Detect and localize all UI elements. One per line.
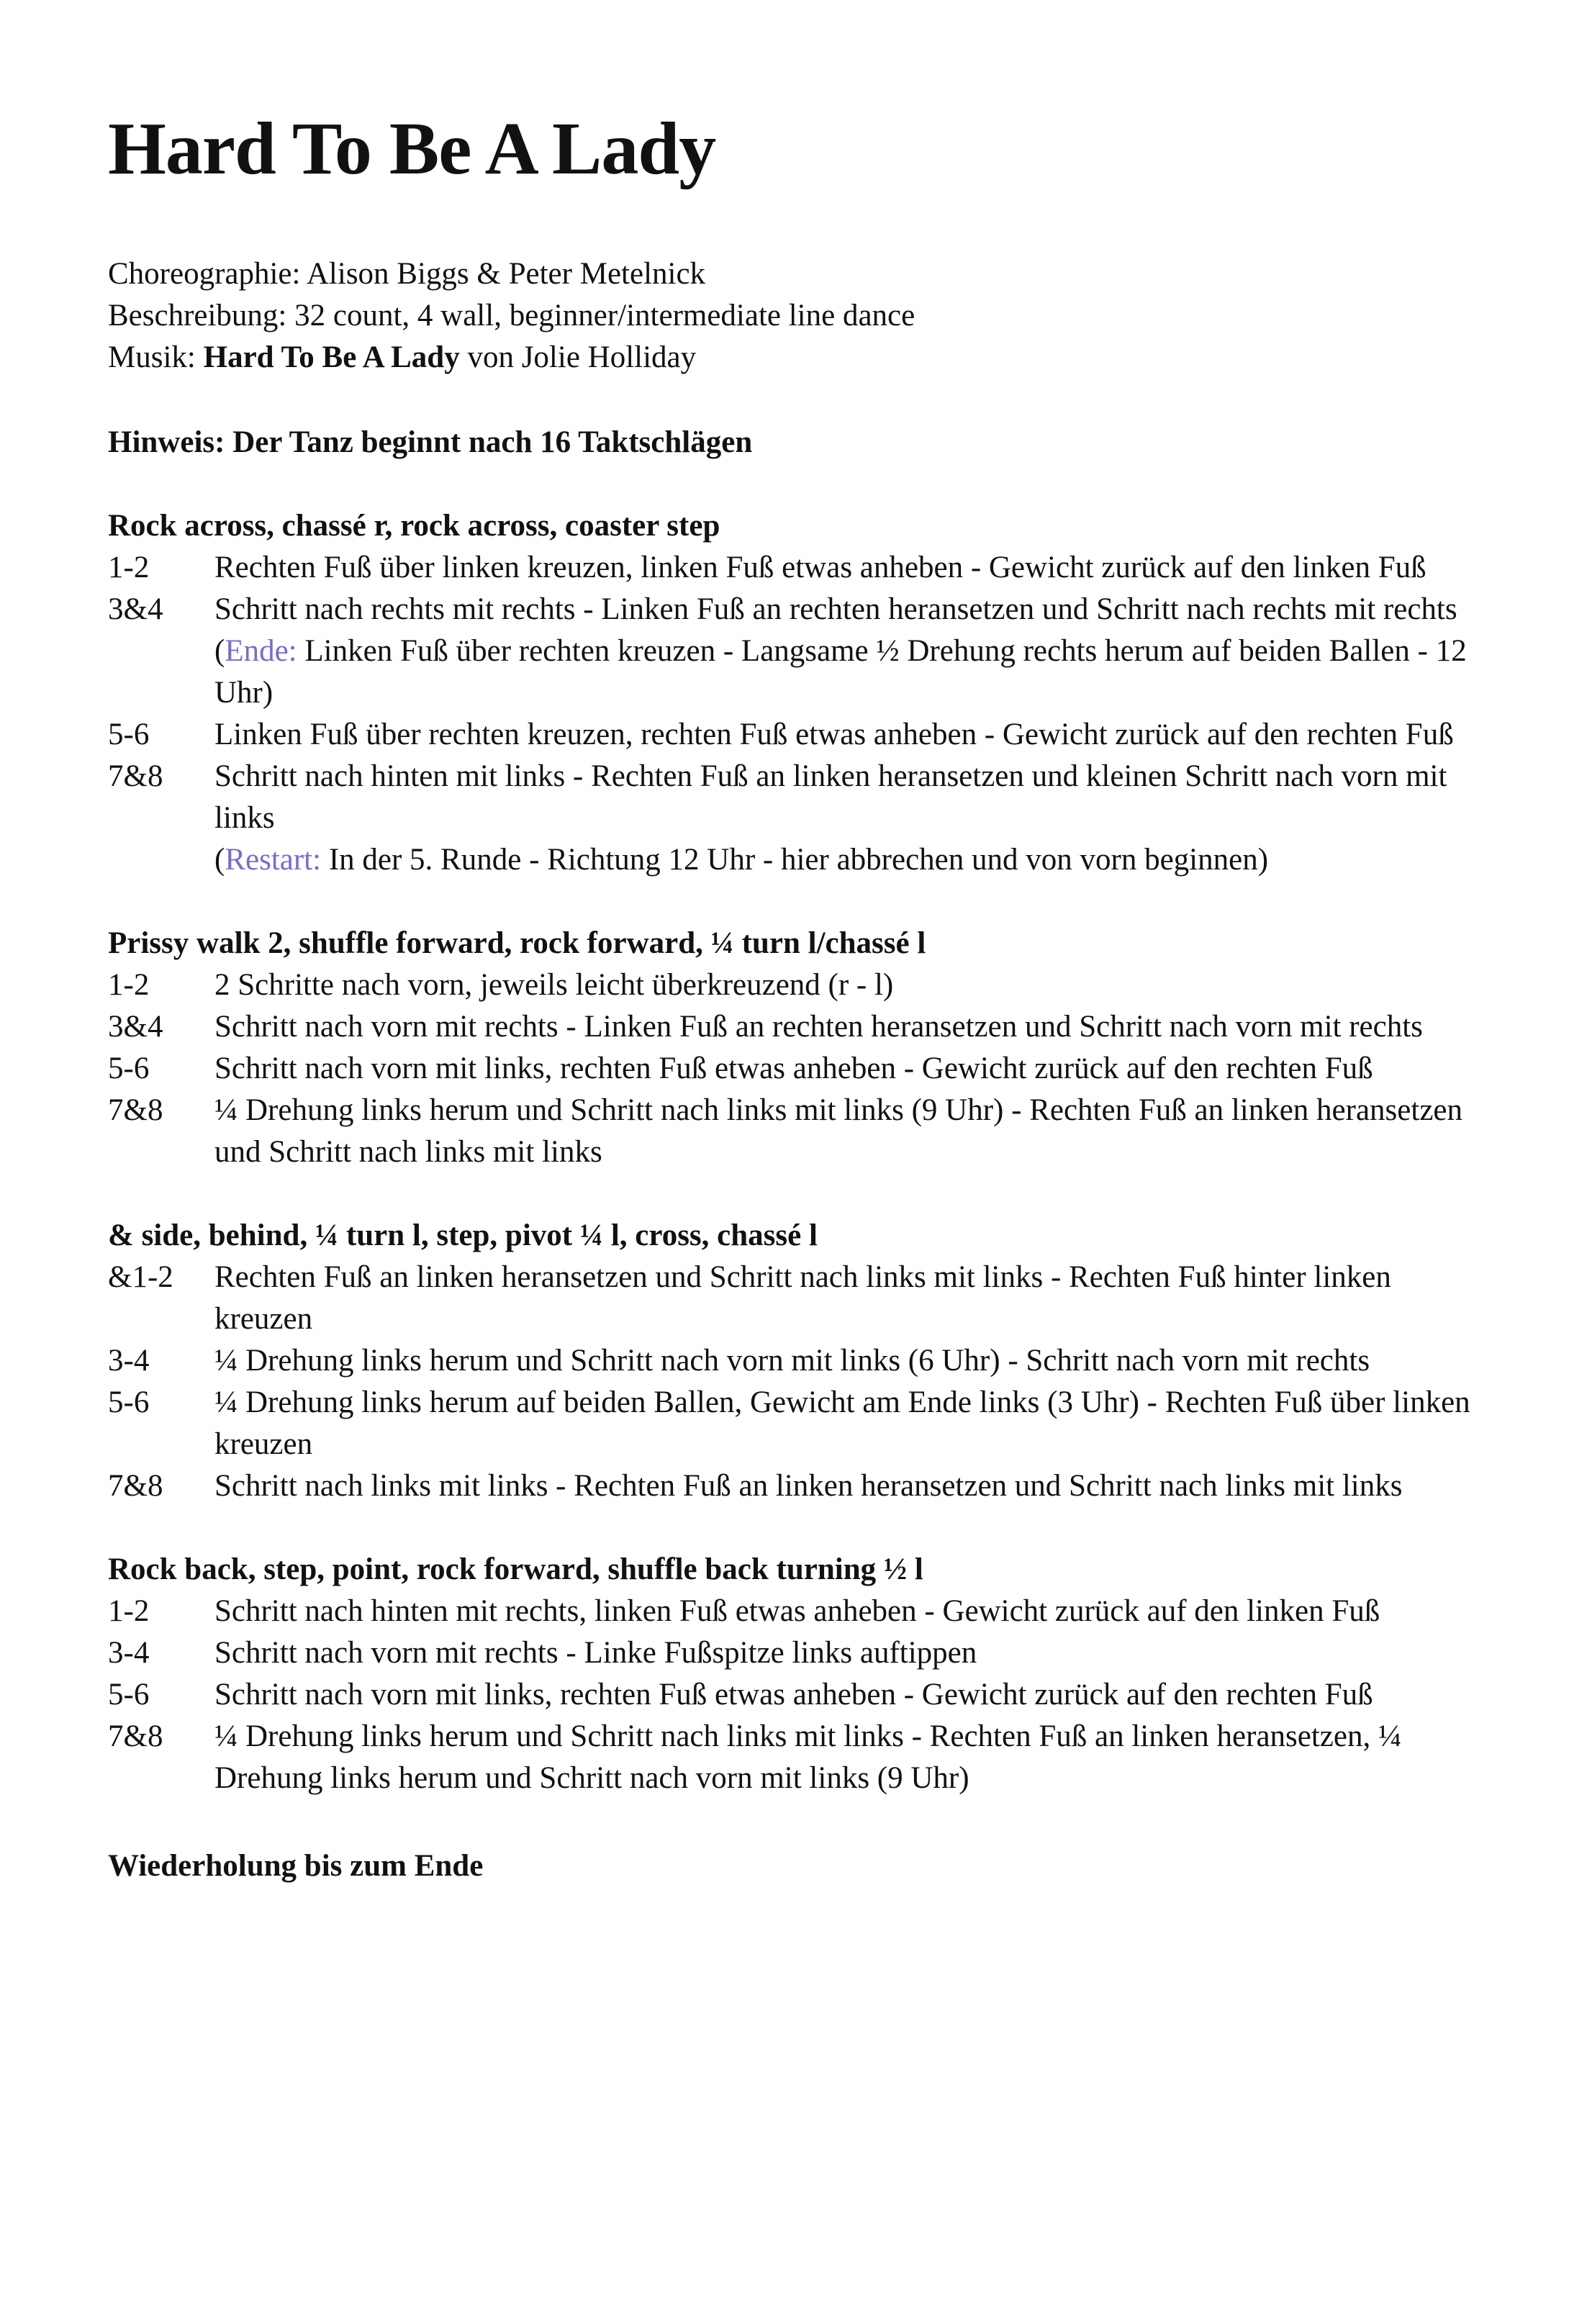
step-text: Rechten Fuß an linken heransetzen und Schritt nach links mit links - Rechten Fuß hinter linken kreuzen [214,1260,1391,1337]
step-count: 7&8 [108,1469,163,1504]
step-description [214,714,1490,756]
step-sections [108,505,1490,1799]
step-description [214,1632,1490,1674]
description-line [108,295,1490,337]
step-count: 3-4 [108,1344,150,1378]
document-page [108,108,1490,1887]
step-row [108,1465,1490,1507]
step-text: Schritt nach vorn mit rechts - Linke Fußspitze links auftippen [214,1636,977,1670]
step-row [108,1382,1490,1465]
section-title: Rock across, chassé r, rock across, coaster step [108,509,720,543]
step-row [108,756,1490,839]
section-title: & side, behind, ¼ turn l, step, pivot ¼ l, cross, chassé l [108,1218,818,1253]
step-count: 1-2 [108,968,150,1003]
step-description [214,1090,1490,1173]
section-title: Prissy walk 2, shuffle forward, rock forward, ¼ turn l/chassé l [108,926,926,961]
step-count: 5-6 [108,718,150,752]
step-row [108,547,1490,589]
description-label: Beschreibung: [108,299,287,333]
repeat-note: Wiederholung bis zum Ende [108,1849,484,1884]
step-description [214,1006,1490,1048]
step-count: 7&8 [108,1093,163,1128]
step-text: Schritt nach rechts mit rechts - Linken Fuß an rechten heransetzen und Schritt nach rechts mit rechts [214,592,1457,627]
step-count: 3&4 [108,1010,163,1044]
step-description [214,1591,1490,1632]
step-count: &1-2 [108,1260,173,1295]
step-count: 5-6 [108,1052,150,1086]
choreography-label: Choreographie: [108,257,301,291]
step-text: Schritt nach vorn mit links, rechten Fuß etwas anheben - Gewicht zurück auf den rechten Fuß [214,1052,1373,1086]
step-count: 7&8 [108,1719,163,1754]
dance-meta [108,253,1490,379]
step-text: Schritt nach vorn mit rechts - Linken Fuß an rechten heransetzen und Schritt nach vorn mit rechts [214,1010,1423,1044]
step-description [214,1716,1490,1799]
step-count: 3-4 [108,1636,150,1670]
step-note [108,630,1490,714]
step-row [108,714,1490,756]
step-count: 3&4 [108,592,163,627]
step-text: Schritt nach hinten mit rechts, linken Fuß etwas anheben - Gewicht zurück auf den linken Fuß [214,1594,1380,1629]
step-count: 5-6 [108,1385,150,1420]
step-text: Linken Fuß über rechten kreuzen, rechten Fuß etwas anheben - Gewicht zurück auf den rechten Fuß [214,718,1454,752]
step-description [214,1465,1490,1507]
step-text: Schritt nach links mit links - Rechten Fuß an linken heransetzen und Schritt nach links mit links [214,1469,1403,1504]
step-text: Schritt nach vorn mit links, rechten Fuß etwas anheben - Gewicht zurück auf den rechten Fuß [214,1678,1373,1712]
step-section [108,505,1490,881]
step-text: Linken Fuß über rechten kreuzen - Langsame ½ Drehung rechts herum auf beiden Ballen - 12 Uhr) [214,634,1467,710]
step-row [108,964,1490,1006]
choreography-value: Alison Biggs & Peter Metelnick [306,257,706,291]
step-count [108,839,214,881]
note-label: Restart: [225,843,322,877]
step-row [108,1674,1490,1716]
note-paren: ( [214,634,225,669]
step-count: 5-6 [108,1678,150,1712]
step-row [108,1591,1490,1632]
step-text: ¼ Drehung links herum auf beiden Ballen, Gewicht am Ende links (3 Uhr) - Rechten Fuß über linken kreuzen [214,1385,1470,1462]
step-text: ¼ Drehung links herum und Schritt nach links mit links (9 Uhr) - Rechten Fuß an linken heransetzen und Schritt nach links mit links [214,1093,1462,1170]
music-line [108,337,1490,379]
step-text: 2 Schritte nach vorn, jeweils leicht überkreuzend (r - l) [214,968,894,1003]
section-title: Rock back, step, point, rock forward, shuffle back turning ½ l [108,1552,923,1587]
step-description [214,630,1490,714]
step-count: 1-2 [108,551,150,585]
step-count: 1-2 [108,1594,150,1629]
step-count: 7&8 [108,759,163,794]
step-section [108,1215,1490,1507]
step-text: In der 5. Runde - Richtung 12 Uhr - hier abbrechen und von vorn beginnen) [328,843,1269,877]
description-value: 32 count, 4 wall, beginner/intermediate line dance [294,299,915,333]
note-paren: ( [214,843,225,877]
step-row [108,1048,1490,1090]
step-row [108,1632,1490,1674]
step-note [108,839,1490,881]
step-text: ¼ Drehung links herum und Schritt nach links mit links - Rechten Fuß an linken heransetzen, ¼ Drehung links herum und Schritt nach vorn mit links (9 Uhr) [214,1719,1402,1796]
note-label: Ende: [225,634,297,669]
step-description [214,1382,1490,1465]
document-title: Hard To Be A Lady [108,107,716,190]
music-artist: von Jolie Holliday [467,340,697,375]
step-row [108,589,1490,630]
step-text: Schritt nach hinten mit links - Rechten Fuß an linken heransetzen und kleinen Schritt nach vorn mit links [214,759,1447,836]
step-row [108,1716,1490,1799]
music-title: Hard To Be A Lady [203,340,460,375]
step-description [214,839,1490,881]
music-label: Musik: [108,340,196,375]
step-row [108,1257,1490,1340]
choreography-line [108,253,1490,295]
step-description [214,1257,1490,1340]
step-section [108,923,1490,1173]
step-row [108,1006,1490,1048]
step-row [108,1340,1490,1382]
step-section [108,1549,1490,1799]
start-hint: Hinweis: Der Tanz beginnt nach 16 Taktschlägen [108,425,753,460]
step-description [214,1340,1490,1382]
step-text: ¼ Drehung links herum und Schritt nach vorn mit links (6 Uhr) - Schritt nach vorn mit rechts [214,1344,1370,1378]
step-count [108,630,214,714]
step-row [108,1090,1490,1173]
step-description [214,1674,1490,1716]
step-description [214,547,1490,589]
step-text: Rechten Fuß über linken kreuzen, linken Fuß etwas anheben - Gewicht zurück auf den linken Fuß [214,551,1426,585]
step-description [214,1048,1490,1090]
step-description [214,964,1490,1006]
step-description [214,756,1490,839]
step-description [214,589,1490,630]
